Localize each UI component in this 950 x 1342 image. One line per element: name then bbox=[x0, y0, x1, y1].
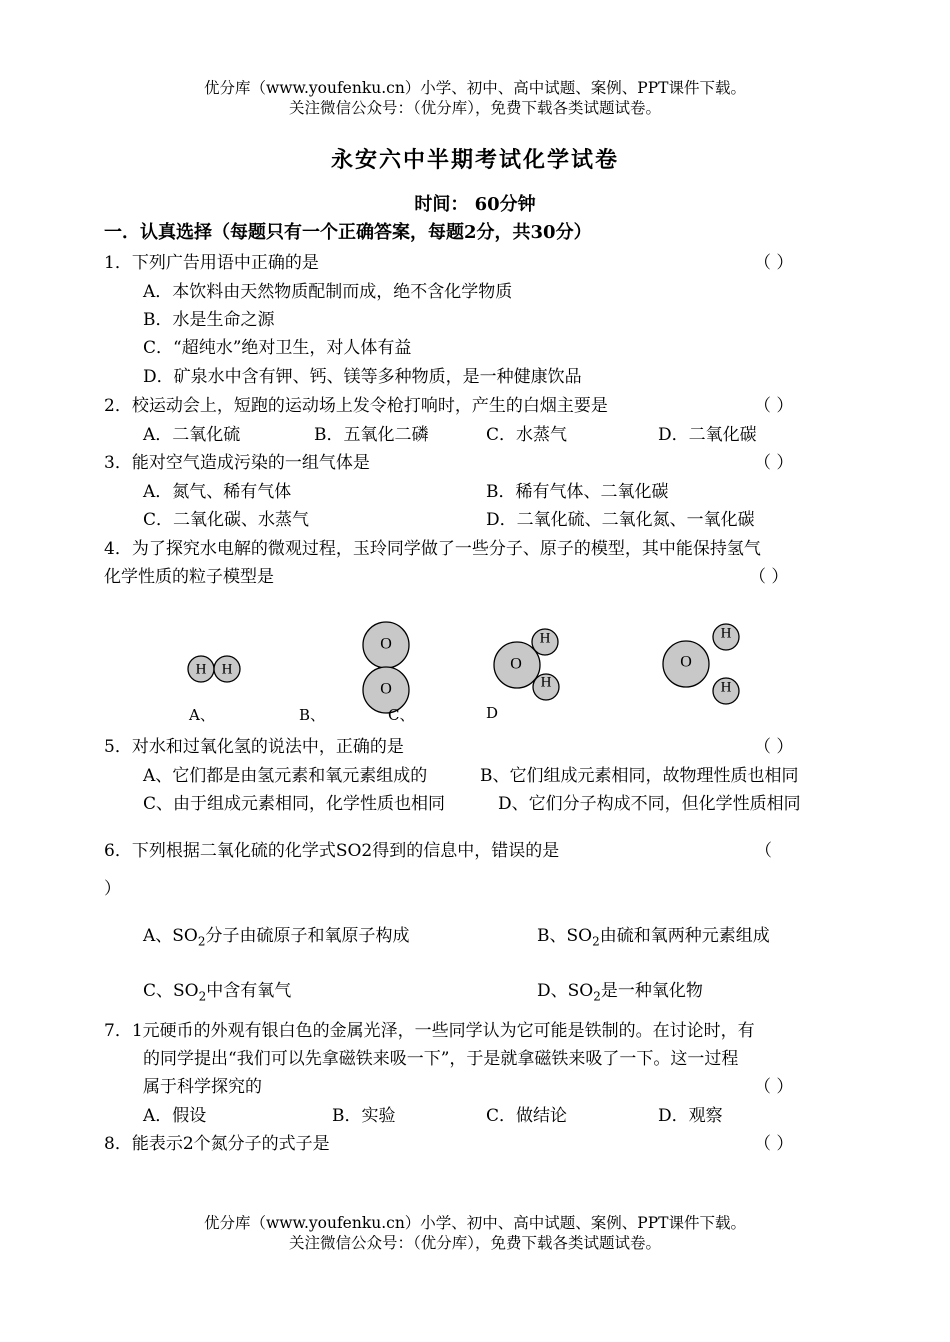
question-6-bracket-close: ） bbox=[104, 879, 121, 899]
question-7-line-3: 属于科学探究的 bbox=[143, 1077, 262, 1097]
footer-line-2: 关注微信公众号：（优分库），免费下载各类试题试卷。 bbox=[288, 1234, 661, 1252]
question-7-line-1: 7．1元硬币的外观有银白色的金属光泽，一些同学认为它可能是铁制的。在讨论时，有 bbox=[104, 1021, 755, 1041]
question-2-option-b: B．五氧化二磷 bbox=[314, 425, 429, 445]
question-6-bracket-open[interactable]: （ bbox=[755, 841, 772, 861]
question-4-stem-line-2: 化学性质的粒子模型是 bbox=[104, 567, 274, 587]
question-1-option-a: A．本饮料由天然物质配制而成，绝不含化学物质 bbox=[143, 282, 513, 302]
section-heading: 一．认真选择（每题只有一个正确答案，每题2分，共30分） bbox=[104, 222, 592, 243]
question-5-option-b: B、它们组成元素相同，故物理性质也相同 bbox=[480, 766, 799, 786]
header-line-2: 关注微信公众号：（优分库），免费下载各类试题试卷。 bbox=[288, 99, 661, 117]
atom-label-h: H bbox=[720, 625, 732, 642]
atom-label-o: O bbox=[680, 653, 692, 671]
question-6-stem: 6．下列根据二氧化硫的化学式SO2得到的信息中，错误的是 bbox=[104, 841, 560, 861]
question-1-option-c: C．“超纯水”绝对卫生，对人体有益 bbox=[143, 338, 412, 358]
question-1-answer-bracket[interactable]: （ ） bbox=[754, 253, 794, 273]
question-3-stem: 3．能对空气造成污染的一组气体是 bbox=[104, 453, 370, 473]
question-2-stem: 2．校运动会上，短跑的运动场上发令枪打响时，产生的白烟主要是 bbox=[104, 396, 608, 416]
atom-label-h: H bbox=[195, 661, 207, 678]
exam-time: 时间： 60分钟 bbox=[414, 194, 536, 215]
molecule-d1-h2o bbox=[494, 629, 559, 700]
question-1-option-d: D．矿泉水中含有钾、钙、镁等多种物质，是一种健康饮品 bbox=[143, 367, 582, 387]
question-1-stem: 1．下列广告用语中正确的是 bbox=[104, 253, 319, 273]
atom-label-o: O bbox=[380, 680, 392, 698]
question-6-option-c: C、$SO_2$中含有氧气 bbox=[143, 981, 292, 1004]
question-5-answer-bracket[interactable]: （ ） bbox=[754, 737, 794, 757]
model-label-d: D bbox=[486, 704, 499, 722]
question-2-option-a: A．二氧化硫 bbox=[143, 425, 241, 445]
molecule-c-o2 bbox=[363, 622, 409, 713]
atom-label-h: H bbox=[539, 630, 551, 647]
question-6-option-d: D、$SO_2$是一种氧化物 bbox=[537, 981, 703, 1004]
atom-label-o: O bbox=[510, 655, 522, 673]
question-6-option-a: A、$SO_2$分子由硫原子和氧原子构成 bbox=[143, 926, 410, 949]
model-label-c: C、 bbox=[388, 706, 415, 724]
question-8-stem: 8．能表示2个氮分子的式子是 bbox=[104, 1134, 330, 1154]
question-3-option-c: C．二氧化碳、水蒸气 bbox=[143, 510, 310, 530]
question-7-option-a: A．假设 bbox=[143, 1106, 207, 1126]
molecule-a-h2 bbox=[188, 656, 240, 682]
question-7-answer-bracket[interactable]: （ ） bbox=[754, 1077, 794, 1097]
question-3-option-b: B．稀有气体、二氧化碳 bbox=[486, 482, 669, 502]
question-3-option-a: A．氮气、稀有气体 bbox=[143, 482, 292, 502]
atom-label-o: O bbox=[380, 635, 392, 653]
question-2-option-d: D．二氧化碳 bbox=[658, 425, 757, 445]
question-7-option-b: B．实验 bbox=[332, 1106, 396, 1126]
question-8-answer-bracket[interactable]: （ ） bbox=[754, 1134, 794, 1154]
question-5-stem: 5．对水和过氧化氢的说法中，正确的是 bbox=[104, 737, 404, 757]
model-label-a: A、 bbox=[189, 706, 215, 724]
footer-line-1: 优分库（www.youfenku.cn）小学、初中、高中试题、案例、PPT课件下载。 bbox=[203, 1214, 747, 1232]
question-2-option-c: C．水蒸气 bbox=[486, 425, 568, 445]
page-title: 永安六中半期考试化学试卷 bbox=[330, 147, 619, 173]
question-4-answer-bracket[interactable]: （ ） bbox=[749, 567, 789, 587]
question-2-answer-bracket[interactable]: （ ） bbox=[754, 396, 794, 416]
question-5-option-c: C、由于组成元素相同，化学性质也相同 bbox=[143, 794, 446, 814]
question-6-option-b: B、$SO_2$由硫和氧两种元素组成 bbox=[537, 926, 770, 949]
question-4-stem-line-1: 4．为了探究水电解的微观过程，玉玲同学做了一些分子、原子的模型，其中能保持氢气 bbox=[104, 539, 761, 559]
header-line-1: 优分库（www.youfenku.cn）小学、初中、高中试题、案例、PPT课件下载。 bbox=[203, 79, 747, 97]
atom-label-h: H bbox=[720, 679, 732, 696]
question-3-option-d: D．二氧化硫、二氧化氮、一氧化碳 bbox=[486, 510, 755, 530]
model-label-b: B、 bbox=[299, 706, 326, 724]
question-1-option-b: B．水是生命之源 bbox=[143, 310, 275, 330]
molecule-d2-h2o bbox=[663, 624, 739, 704]
question-5-option-d: D、它们分子构成不同，但化学性质相同 bbox=[498, 794, 801, 814]
question-3-answer-bracket[interactable]: （ ） bbox=[754, 453, 794, 473]
atom-label-h: H bbox=[540, 674, 552, 691]
question-7-option-c: C．做结论 bbox=[486, 1106, 568, 1126]
atom-label-h: H bbox=[221, 661, 233, 678]
question-5-option-a: A、它们都是由氢元素和氧元素组成的 bbox=[143, 766, 428, 786]
question-7-line-2: 的同学提出“我们可以先拿磁铁来吸一下”，于是就拿磁铁来吸了一下。这一过程 bbox=[143, 1049, 739, 1069]
question-7-option-d: D．观察 bbox=[658, 1106, 723, 1126]
